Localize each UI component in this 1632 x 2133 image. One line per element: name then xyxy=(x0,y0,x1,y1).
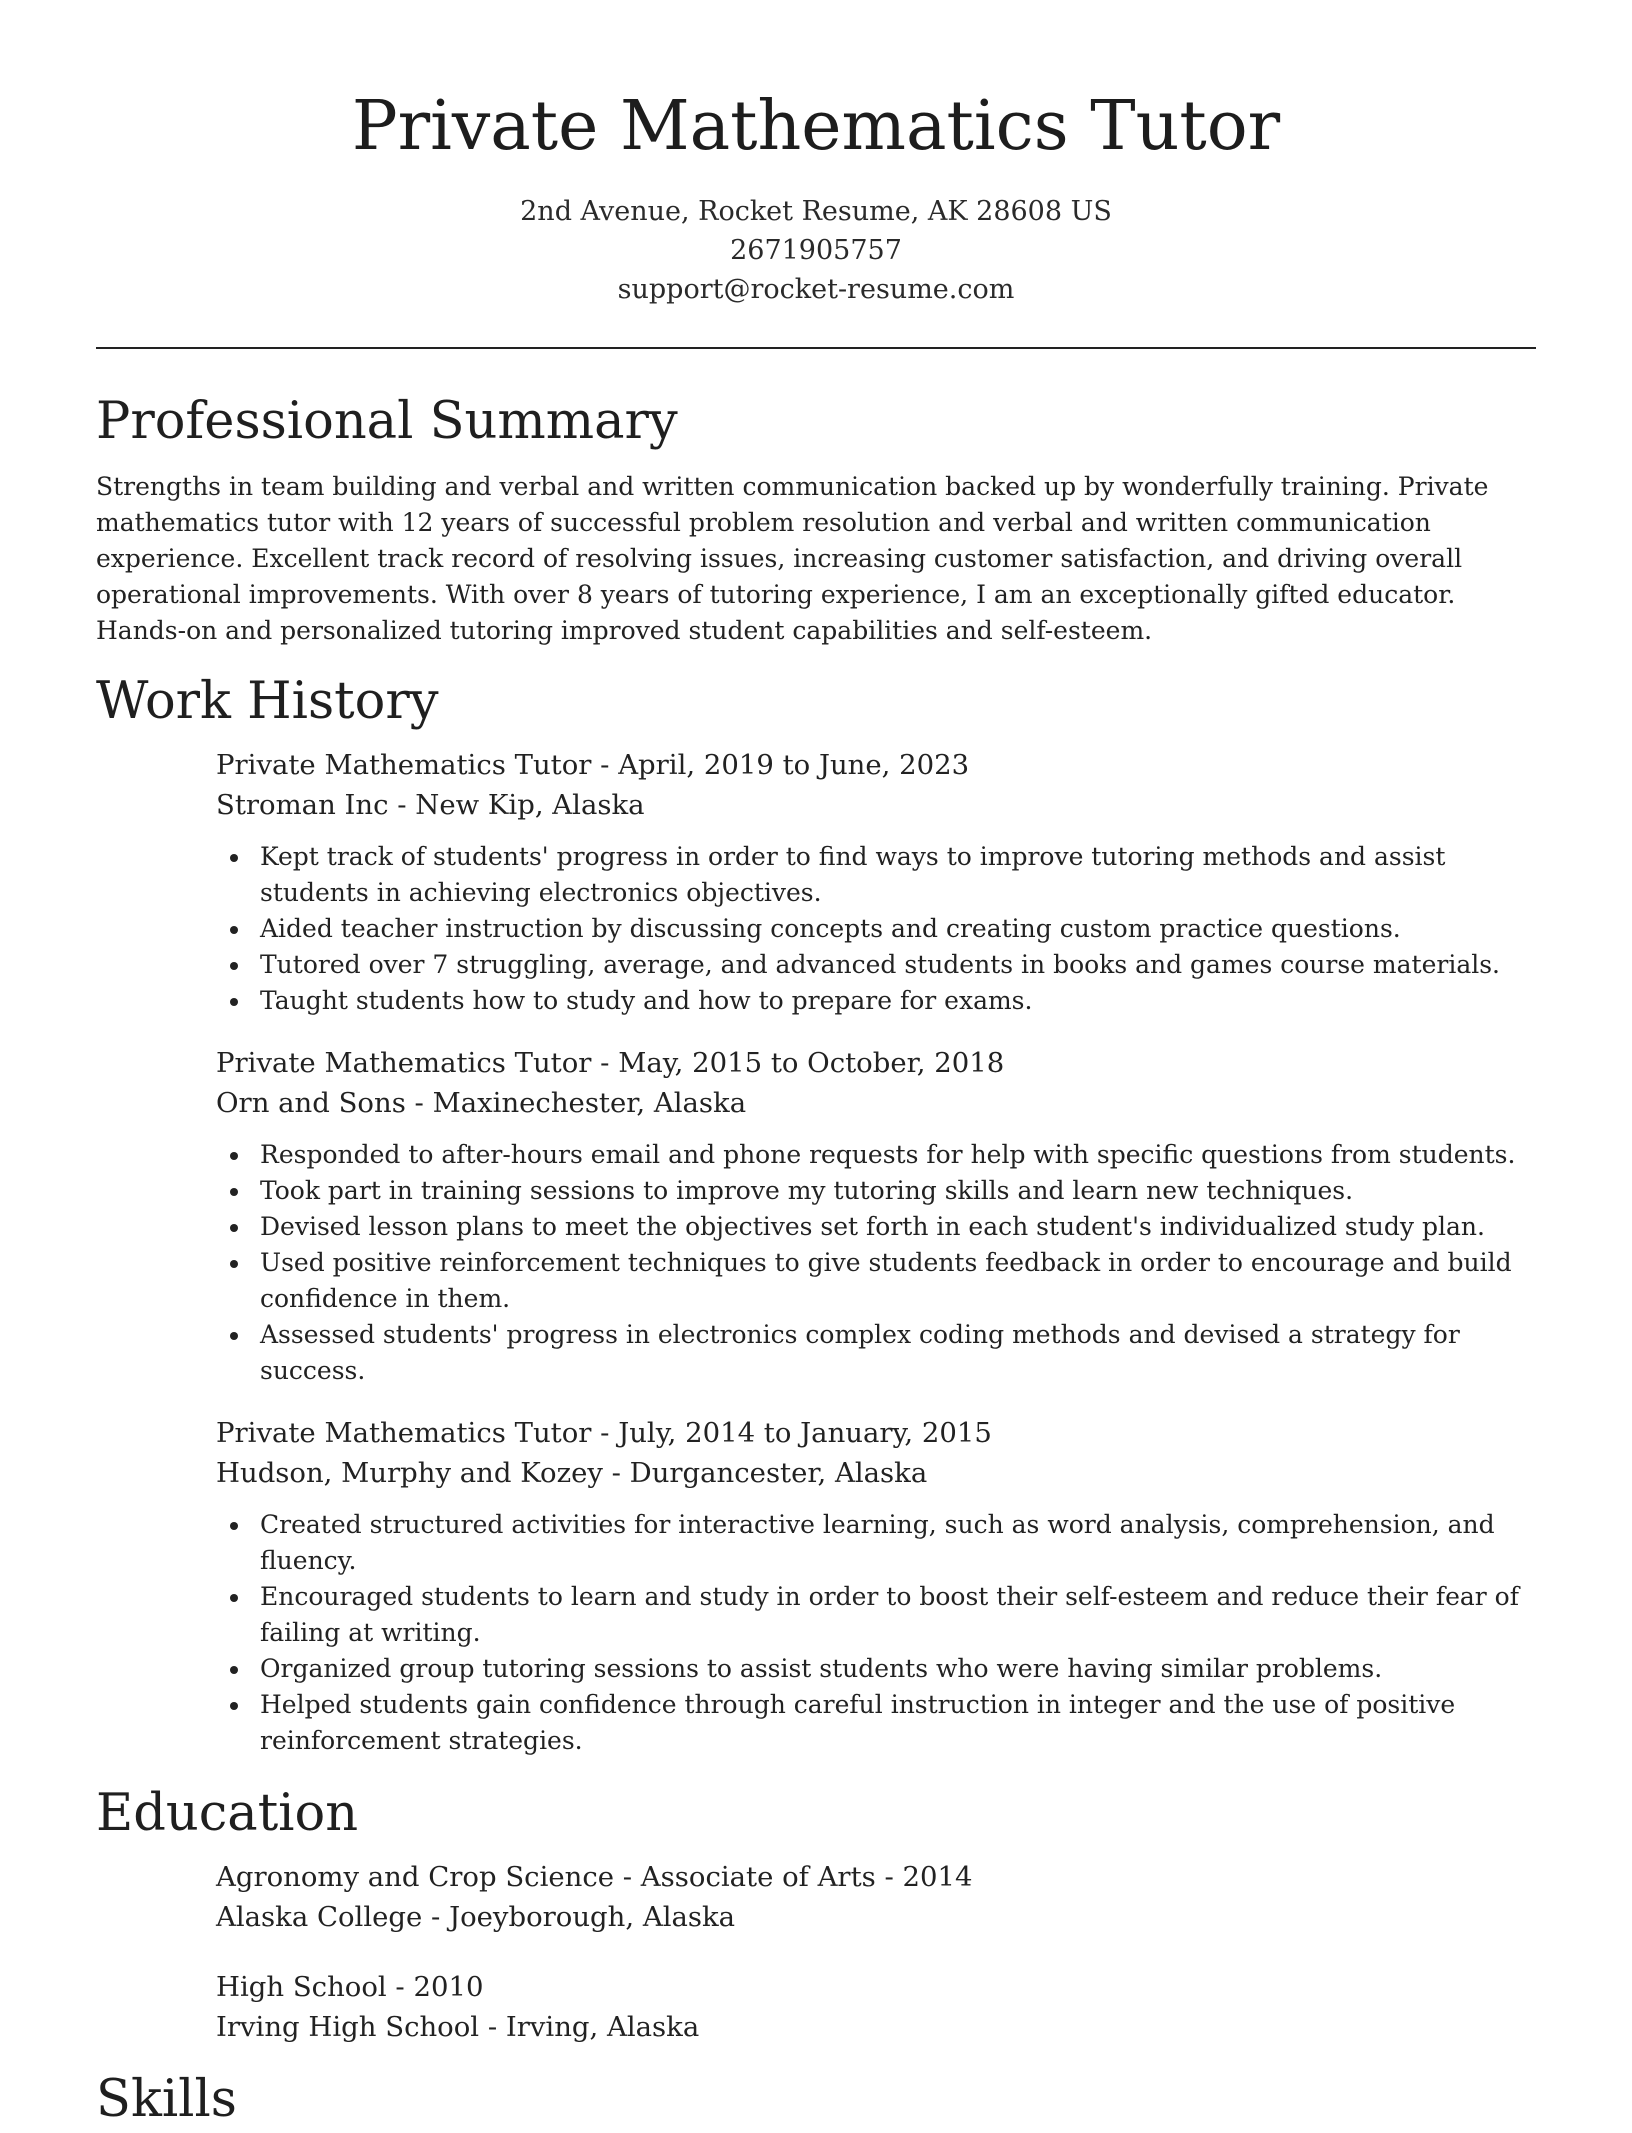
header-divider xyxy=(96,347,1536,349)
list-item: Devised lesson plans to meet the objectives set forth in each student's individualized study plan. xyxy=(216,1209,1536,1245)
list-item: Assessed students' progress in electronics complex coding methods and devised a strategy for success. xyxy=(216,1317,1536,1389)
degree-line: High School - 2010 xyxy=(216,1971,484,2003)
skills-section xyxy=(96,2067,1536,2133)
job-bullets xyxy=(216,1507,1536,1759)
list-item: Aided teacher instruction by discussing concepts and creating custom practice questions. xyxy=(216,911,1536,947)
bullet-dot xyxy=(230,998,238,1006)
list-item: Tutored over 7 struggling, average, and advanced students in books and games course materials. xyxy=(216,947,1536,983)
address: 2nd Avenue, Rocket Resume, AK 28608 US xyxy=(520,196,1112,227)
section-title-summary: Professional Summary xyxy=(96,392,678,451)
phone: 2671905757 xyxy=(730,235,902,266)
list-item: Taught students how to study and how to prepare for exams. xyxy=(216,983,1536,1019)
contact-info xyxy=(96,192,1536,309)
job-title-line: Private Mathematics Tutor - July, 2014 to January, 2015 xyxy=(216,1417,992,1449)
bullet-dot xyxy=(230,1666,238,1674)
candidate-name: Private Mathematics Tutor xyxy=(351,87,1281,166)
school-line: Alaska College - Joeyborough, Alaska xyxy=(216,1901,736,1933)
school-line: Irving High School - Irving, Alaska xyxy=(216,2011,700,2043)
bullet-dot xyxy=(230,962,238,970)
list-item: Took part in training sessions to improve my tutoring skills and learn new techniques. xyxy=(216,1173,1536,1209)
resume-header xyxy=(96,0,1536,309)
list-item: Created structured activities for interactive learning, such as word analysis, comprehension, and fluency. xyxy=(216,1507,1536,1579)
bullet-dot xyxy=(230,1260,238,1268)
job-title-line: Private Mathematics Tutor - May, 2015 to October, 2018 xyxy=(216,1047,1005,1079)
job-entry xyxy=(216,745,1536,1019)
bullet-dot xyxy=(230,1594,238,1602)
list-item: Responded to after-hours email and phone requests for help with specific questions from students. xyxy=(216,1137,1536,1173)
education-section xyxy=(96,1781,1536,2047)
education-entry xyxy=(216,1967,1536,2047)
job-company-line: Stroman Inc - New Kip, Alaska xyxy=(216,789,645,821)
job-company-line: Orn and Sons - Maxinechester, Alaska xyxy=(216,1087,747,1119)
section-title-skills: Skills xyxy=(96,2070,237,2129)
summary-text: Strengths in team building and verbal and written communication backed up by wonderfully training. Private mathematics tutor with 12 years of successful problem resolution and verbal and written communication experience. Excellent track record of resolving issues, increasing customer satisfaction, and driving overall operational improvements. With over 8 years of tutoring experience, I am an exceptionally gifted educator. Hands-on and personalized tutoring improved student capabilities and self-esteem. xyxy=(96,472,1489,645)
bullet-dot xyxy=(230,1188,238,1196)
list-item: Used positive reinforcement techniques to give students feedback in order to encourage and build confidence in them. xyxy=(216,1245,1536,1317)
professional-summary-section xyxy=(96,389,1536,649)
bullet-dot xyxy=(230,1152,238,1160)
job-bullets xyxy=(216,839,1536,1019)
education-entry xyxy=(216,1857,1536,1937)
job-bullets xyxy=(216,1137,1536,1389)
work-history-section xyxy=(96,669,1536,1759)
job-company-line: Hudson, Murphy and Kozey - Durgancester, Alaska xyxy=(216,1457,928,1489)
list-item: Encouraged students to learn and study in order to boost their self-esteem and reduce their fear of failing at writing. xyxy=(216,1579,1536,1651)
degree-line: Agronomy and Crop Science - Associate of Arts - 2014 xyxy=(216,1861,973,1893)
list-item: Helped students gain confidence through careful instruction in integer and the use of positive reinforcement strategies. xyxy=(216,1687,1536,1759)
email: support@rocket-resume.com xyxy=(617,274,1015,305)
bullet-dot xyxy=(230,854,238,862)
list-item: Organized group tutoring sessions to assist students who were having similar problems. xyxy=(216,1651,1536,1687)
job-entry xyxy=(216,1043,1536,1389)
bullet-dot xyxy=(230,1522,238,1530)
list-item: Kept track of students' progress in order to find ways to improve tutoring methods and assist students in achieving electronics objectives. xyxy=(216,839,1536,911)
section-title-education: Education xyxy=(96,1784,359,1843)
job-title-line: Private Mathematics Tutor - April, 2019 to June, 2023 xyxy=(216,749,970,781)
bullet-dot xyxy=(230,1332,238,1340)
bullet-dot xyxy=(230,1702,238,1710)
bullet-dot xyxy=(230,926,238,934)
job-entry xyxy=(216,1413,1536,1759)
section-title-work: Work History xyxy=(96,672,439,731)
bullet-dot xyxy=(230,1224,238,1232)
